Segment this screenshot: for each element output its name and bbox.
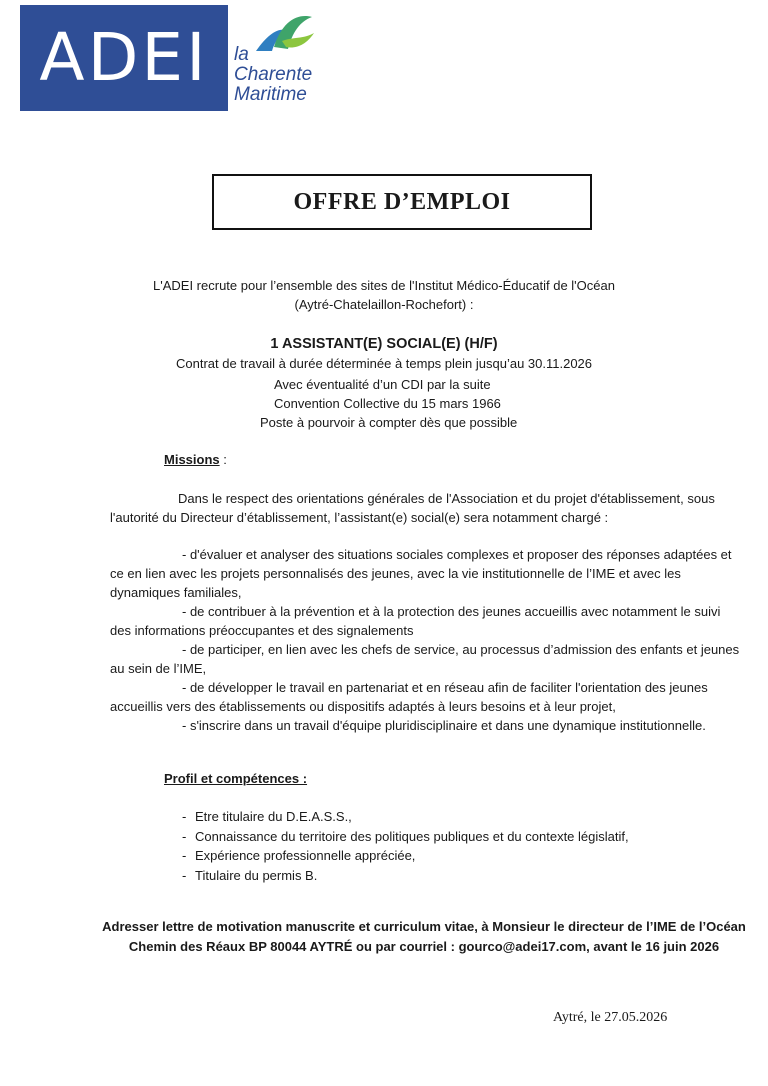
- job-block: [0, 335, 768, 373]
- logo-subtitle: [234, 45, 312, 105]
- job-convention: Convention Collective du 15 mars 1966: [274, 396, 501, 411]
- mission-item: - de participer, en lien avec les chefs de service, au processus d’admission des enfants et jeunes au sein de l’IME,: [110, 642, 740, 676]
- profile-item: - Expérience professionnelle appréciée,: [182, 846, 629, 866]
- logo-block: [20, 5, 228, 111]
- mission-item: - de contribuer à la prévention et à la protection des jeunes accueillis avec notamment le suivi des informations préoccupantes et des signalements: [110, 604, 721, 638]
- application-instructions: Adresser lettre de motivation manuscrite et curriculum vitae, à Monsieur le directeur de l’IME de l’Océan Chemin des Réaux BP 80044 AYTRÉ ou par courriel : gourco@adei17.com, avant le 16 juin 2026: [102, 919, 746, 954]
- logo-subtitle-charente: Charente: [234, 64, 313, 85]
- mission-item: - d'évaluer et analyser des situations sociales complexes et proposer des réponses adaptées et ce en lien avec les projets personnalisés des jeunes, avec la vie institutionnelle de l’IME et avec les dynamiques familiales,: [110, 547, 732, 600]
- missions-heading-text: Missions: [164, 452, 220, 467]
- job-start-wrap: [260, 413, 660, 432]
- mission-item: - s'inscrire dans un travail d'équipe pluridisciplinaire et dans une dynamique institutionnelle.: [182, 718, 706, 733]
- missions-heading: [164, 452, 227, 467]
- profile-heading-text: Profil et compétences :: [164, 771, 308, 786]
- intro: [0, 276, 768, 314]
- adei-logo: [20, 5, 320, 111]
- profile-heading: [164, 771, 307, 786]
- profile-item: - Connaissance du territoire des politiques publiques et du contexte législatif,: [182, 827, 629, 847]
- missions-heading-suffix: :: [219, 452, 227, 467]
- profile-item: - Titulaire du permis B.: [182, 866, 629, 886]
- logo-subtitle-maritime: Maritime: [234, 84, 307, 105]
- job-start: Poste à pourvoir à compter dès que possible: [260, 415, 518, 430]
- job-contract: Contrat de travail à durée déterminée à temps plein jusqu’au 30.11.2026: [175, 356, 593, 371]
- profile-item: - Etre titulaire du D.E.A.S.S.,: [182, 807, 629, 827]
- logo-wordmark: ADEI: [39, 19, 209, 96]
- page-title: OFFRE D’EMPLOI: [293, 188, 511, 215]
- logo-subtitle-la: la: [234, 44, 249, 65]
- intro-line-1: L'ADEI recrute pour l’ensemble des sites de l'Institut Médico-Éducatif de l'Océan: [153, 278, 615, 293]
- intro-line-2: (Aytré-Chatelaillon-Rochefort) :: [294, 297, 474, 312]
- missions-list: [110, 545, 740, 735]
- profile-list: [182, 807, 629, 885]
- document-date: Aytré, le 27.05.2026: [553, 1010, 668, 1025]
- job-details: [274, 375, 674, 413]
- missions-intro-text: Dans le respect des orientations générales de l'Association et du projet d'établissement, sous l'autorité du Directeur d’établissement, l’assistant(e) social(e) sera notamment chargé :: [110, 491, 715, 525]
- job-cdi: Avec éventualité d’un CDI par la suite: [274, 377, 491, 392]
- job-title: 1 ASSISTANT(E) SOCIAL(E) (H/F): [270, 336, 498, 352]
- mission-item: - de développer le travail en partenariat et en réseau afin de faciliter l'orientation des jeunes accueillis vers des établissements ou dispositifs adaptés à leurs besoins et à leur projet,: [110, 680, 708, 714]
- missions-intro: [110, 489, 740, 527]
- title-box: [212, 174, 592, 230]
